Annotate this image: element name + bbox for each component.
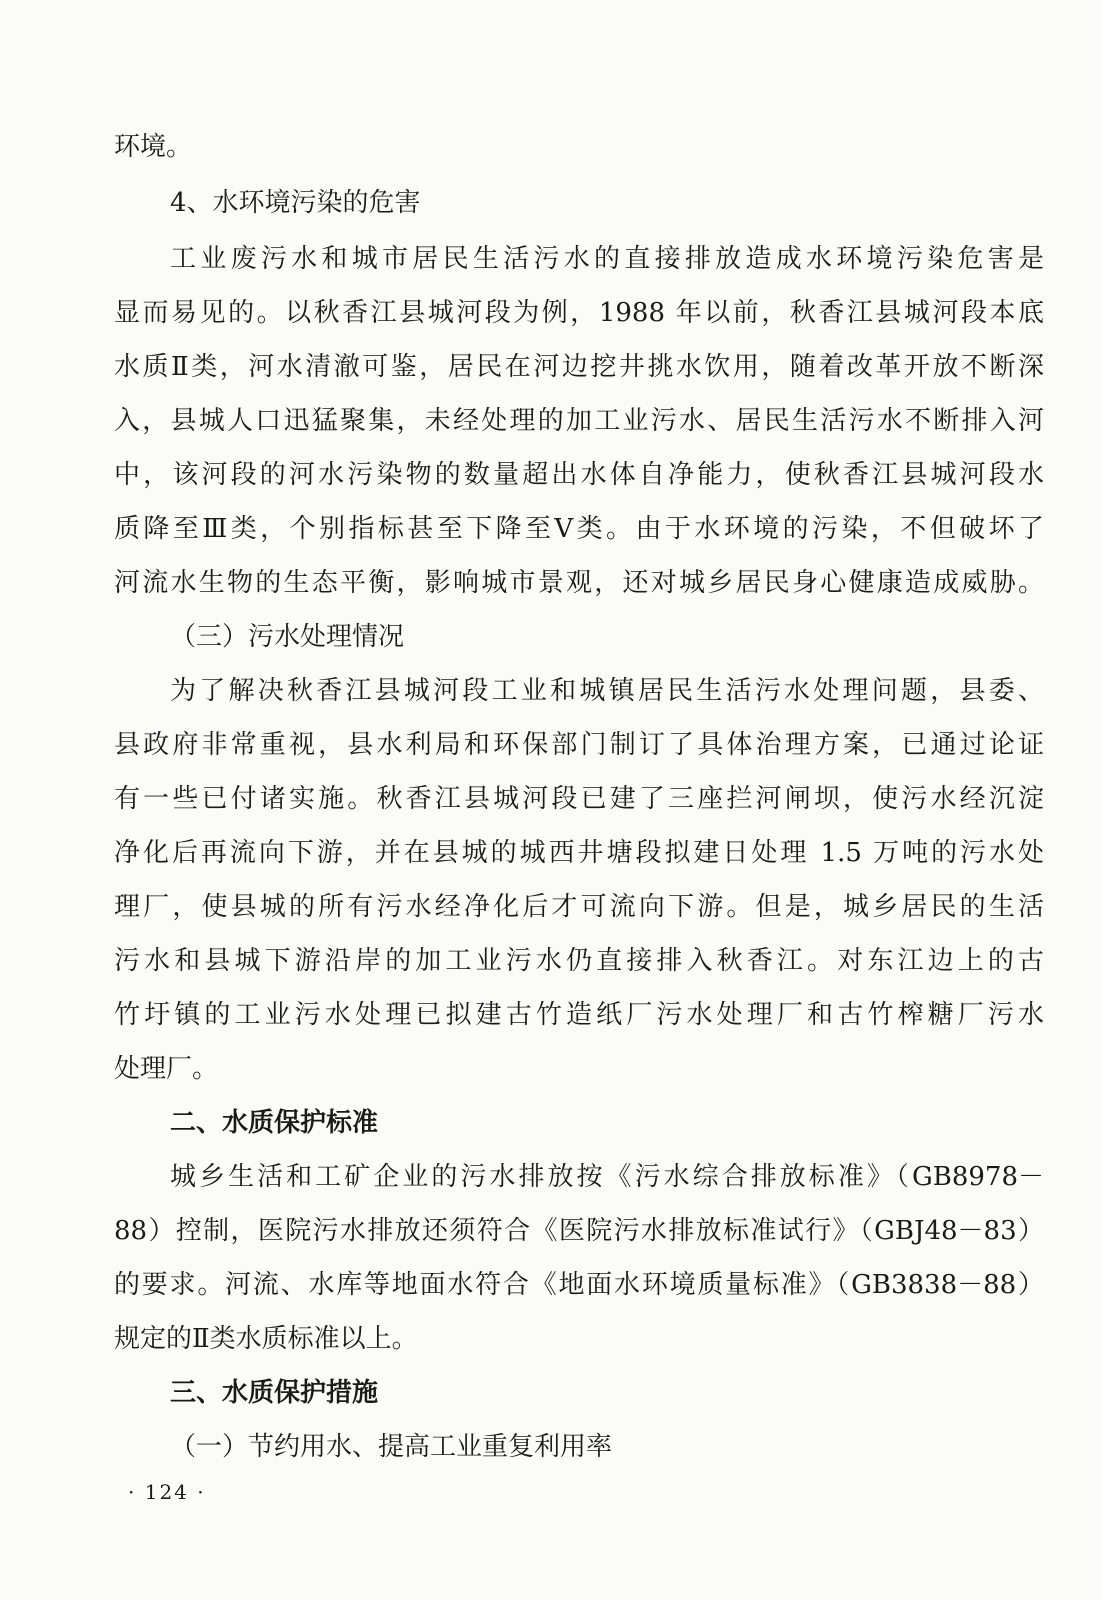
body-text-line: 有一些已付诸实施。秋香江县城河段已建了三座拦河闸坝，使污水经沉淀	[114, 784, 1044, 814]
body-text-line: 质降至Ⅲ类，个别指标甚至下降至Ⅴ类。由于水环境的污染，不但破坏了	[114, 514, 1044, 544]
subsection-heading: 4、水环境污染的危害	[170, 188, 421, 218]
body-text-line: 水质Ⅱ类，河水清澈可鉴，居民在河边挖井挑水饮用，随着改革开放不断深	[114, 352, 1044, 382]
body-text-line: 88）控制，医院污水排放还须符合《医院污水排放标准试行》（GBJ48－83）	[114, 1216, 1044, 1246]
body-text-line: 城乡生活和工矿企业的污水排放按《污水综合排放标准》（GB8978－	[170, 1162, 1044, 1192]
body-text-line: 规定的Ⅱ类水质标准以上。	[114, 1324, 418, 1354]
body-text-line: 环境。	[114, 132, 193, 162]
body-text-line: 处理厂。	[114, 1054, 219, 1084]
body-text-line: 污水和县城下游沿岸的加工业污水仍直接排入秋香江。对东江边上的古	[114, 946, 1044, 976]
body-text-line: 的要求。河流、水库等地面水符合《地面水环境质量标准》（GB3838－88）	[114, 1270, 1044, 1300]
body-text-line: 县政府非常重视，县水利局和环保部门制订了具体治理方案，已通过论证	[114, 730, 1044, 760]
section-heading: 二、水质保护标准	[170, 1108, 379, 1138]
body-text-line: 工业废污水和城市居民生活污水的直接排放造成水环境污染危害是	[170, 244, 1044, 274]
body-text-line: 理厂，使县城的所有污水经净化后才可流向下游。但是，城乡居民的生活	[114, 892, 1044, 922]
subsection-heading: （三）污水处理情况	[170, 622, 405, 652]
body-text-line: 显而易见的。以秋香江县城河段为例，1988 年以前，秋香江县城河段本底	[114, 298, 1044, 328]
body-text-line: 净化后再流向下游，并在县城的城西井塘段拟建日处理 1.5 万吨的污水处	[114, 838, 1044, 868]
body-text-line: 中，该河段的河水污染物的数量超出水体自净能力，使秋香江县城河段水	[114, 460, 1044, 490]
subsection-heading: （一）节约用水、提高工业重复利用率	[170, 1432, 613, 1462]
body-text-line: 入，县城人口迅猛聚集，未经处理的加工业污水、居民生活污水不断排入河	[114, 406, 1044, 436]
body-text-line: 河流水生物的生态平衡，影响城市景观，还对城乡居民身心健康造成威胁。	[114, 568, 1044, 598]
body-text-line: 为了解决秋香江县城河段工业和城镇居民生活污水处理问题，县委、	[170, 676, 1044, 706]
page-number: · 124 ·	[128, 1480, 206, 1504]
section-heading: 三、水质保护措施	[170, 1378, 379, 1408]
body-text-line: 竹圩镇的工业污水处理已拟建古竹造纸厂污水处理厂和古竹榨糖厂污水	[114, 1000, 1044, 1030]
